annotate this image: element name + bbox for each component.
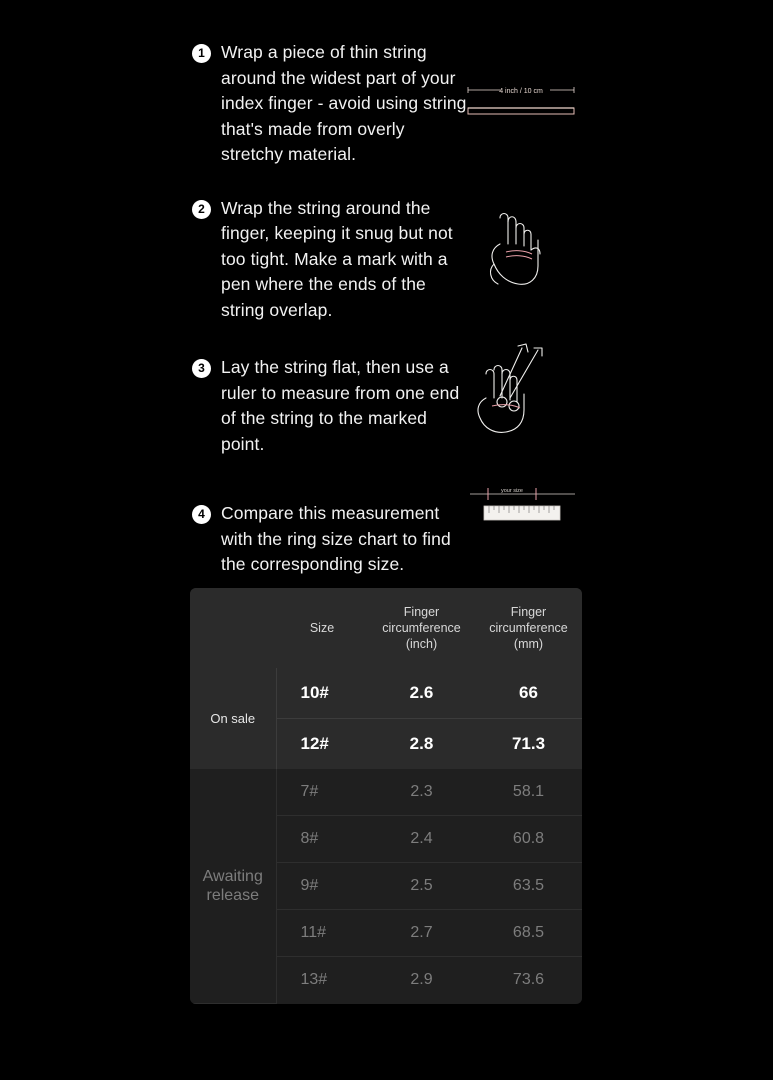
cell-mm: 68.5 — [475, 910, 582, 957]
step-text-2: Wrap the string around the finger, keeping it snug but not too tight. Make a mark with a pen where the ends of the string overlap. — [221, 197, 453, 320]
awaiting-label-line2: release — [206, 886, 259, 904]
hand-with-string-icon — [470, 200, 570, 300]
header-circumference-mm — [475, 588, 582, 668]
cell-mm: 73.6 — [475, 957, 582, 1004]
cell-mm: 71.3 — [475, 719, 582, 770]
cell-inch: 2.4 — [368, 816, 475, 863]
cell-inch: 2.9 — [368, 957, 475, 1004]
header-circumference-inch — [368, 588, 475, 668]
ruler-measure-icon — [470, 480, 575, 540]
ring-size-table — [190, 588, 582, 1004]
group-label-awaiting-release — [190, 769, 276, 1003]
header-inch-line1: Finger — [403, 605, 440, 619]
svg-text:4 inch / 10 cm: 4 inch / 10 cm — [499, 88, 543, 95]
awaiting-label-line1: Awaiting — [202, 867, 263, 885]
table-row — [190, 668, 582, 719]
header-mm-line1: Finger — [510, 605, 547, 619]
header-blank — [190, 588, 276, 668]
header-inch-line2: circumference — [382, 621, 461, 635]
cell-mm: 60.8 — [475, 816, 582, 863]
cell-mm: 58.1 — [475, 769, 582, 816]
table-body — [190, 668, 582, 1003]
cell-size: 12# — [276, 719, 368, 770]
table-header-row — [190, 588, 582, 668]
step-number-1: 1 — [192, 44, 211, 63]
step-text-3: Lay the string flat, then use a ruler to measure from one end of the string to the marked point. — [221, 357, 460, 454]
step-number-3: 3 — [192, 359, 211, 378]
cell-size: 11# — [276, 910, 368, 957]
header-inch-line3: (inch) — [405, 637, 438, 651]
step-number-4: 4 — [192, 505, 211, 524]
cell-inch: 2.5 — [368, 863, 475, 910]
cell-size: 13# — [276, 957, 368, 1004]
cell-inch: 2.7 — [368, 910, 475, 957]
header-mm-line3: (mm) — [513, 637, 544, 651]
ruler-scale-icon — [466, 78, 576, 128]
cell-size: 7# — [276, 769, 368, 816]
cell-size: 8# — [276, 816, 368, 863]
group-label-on-sale: On sale — [190, 668, 276, 769]
cell-inch: 2.3 — [368, 769, 475, 816]
header-size: Size — [276, 588, 368, 668]
cell-inch: 2.6 — [368, 668, 475, 719]
step-text-1: Wrap a piece of thin string around the widest part of your index finger - avoid using string that's made from overly stretchy material. — [221, 42, 467, 164]
step-text-4: Compare this measurement with the ring size chart to find the corresponding size. — [221, 503, 451, 574]
cell-size: 10# — [276, 668, 368, 719]
ring-size-chart — [190, 588, 582, 1004]
svg-text:your size: your size — [500, 488, 524, 494]
step-number-2: 2 — [192, 200, 211, 219]
cell-mm: 63.5 — [475, 863, 582, 910]
header-mm-line2: circumference — [489, 621, 568, 635]
table-head — [190, 588, 582, 668]
cell-inch: 2.8 — [368, 719, 475, 770]
table-row — [190, 769, 582, 816]
hand-with-scissors-icon — [466, 340, 576, 440]
cell-mm: 66 — [475, 668, 582, 719]
cell-size: 9# — [276, 863, 368, 910]
